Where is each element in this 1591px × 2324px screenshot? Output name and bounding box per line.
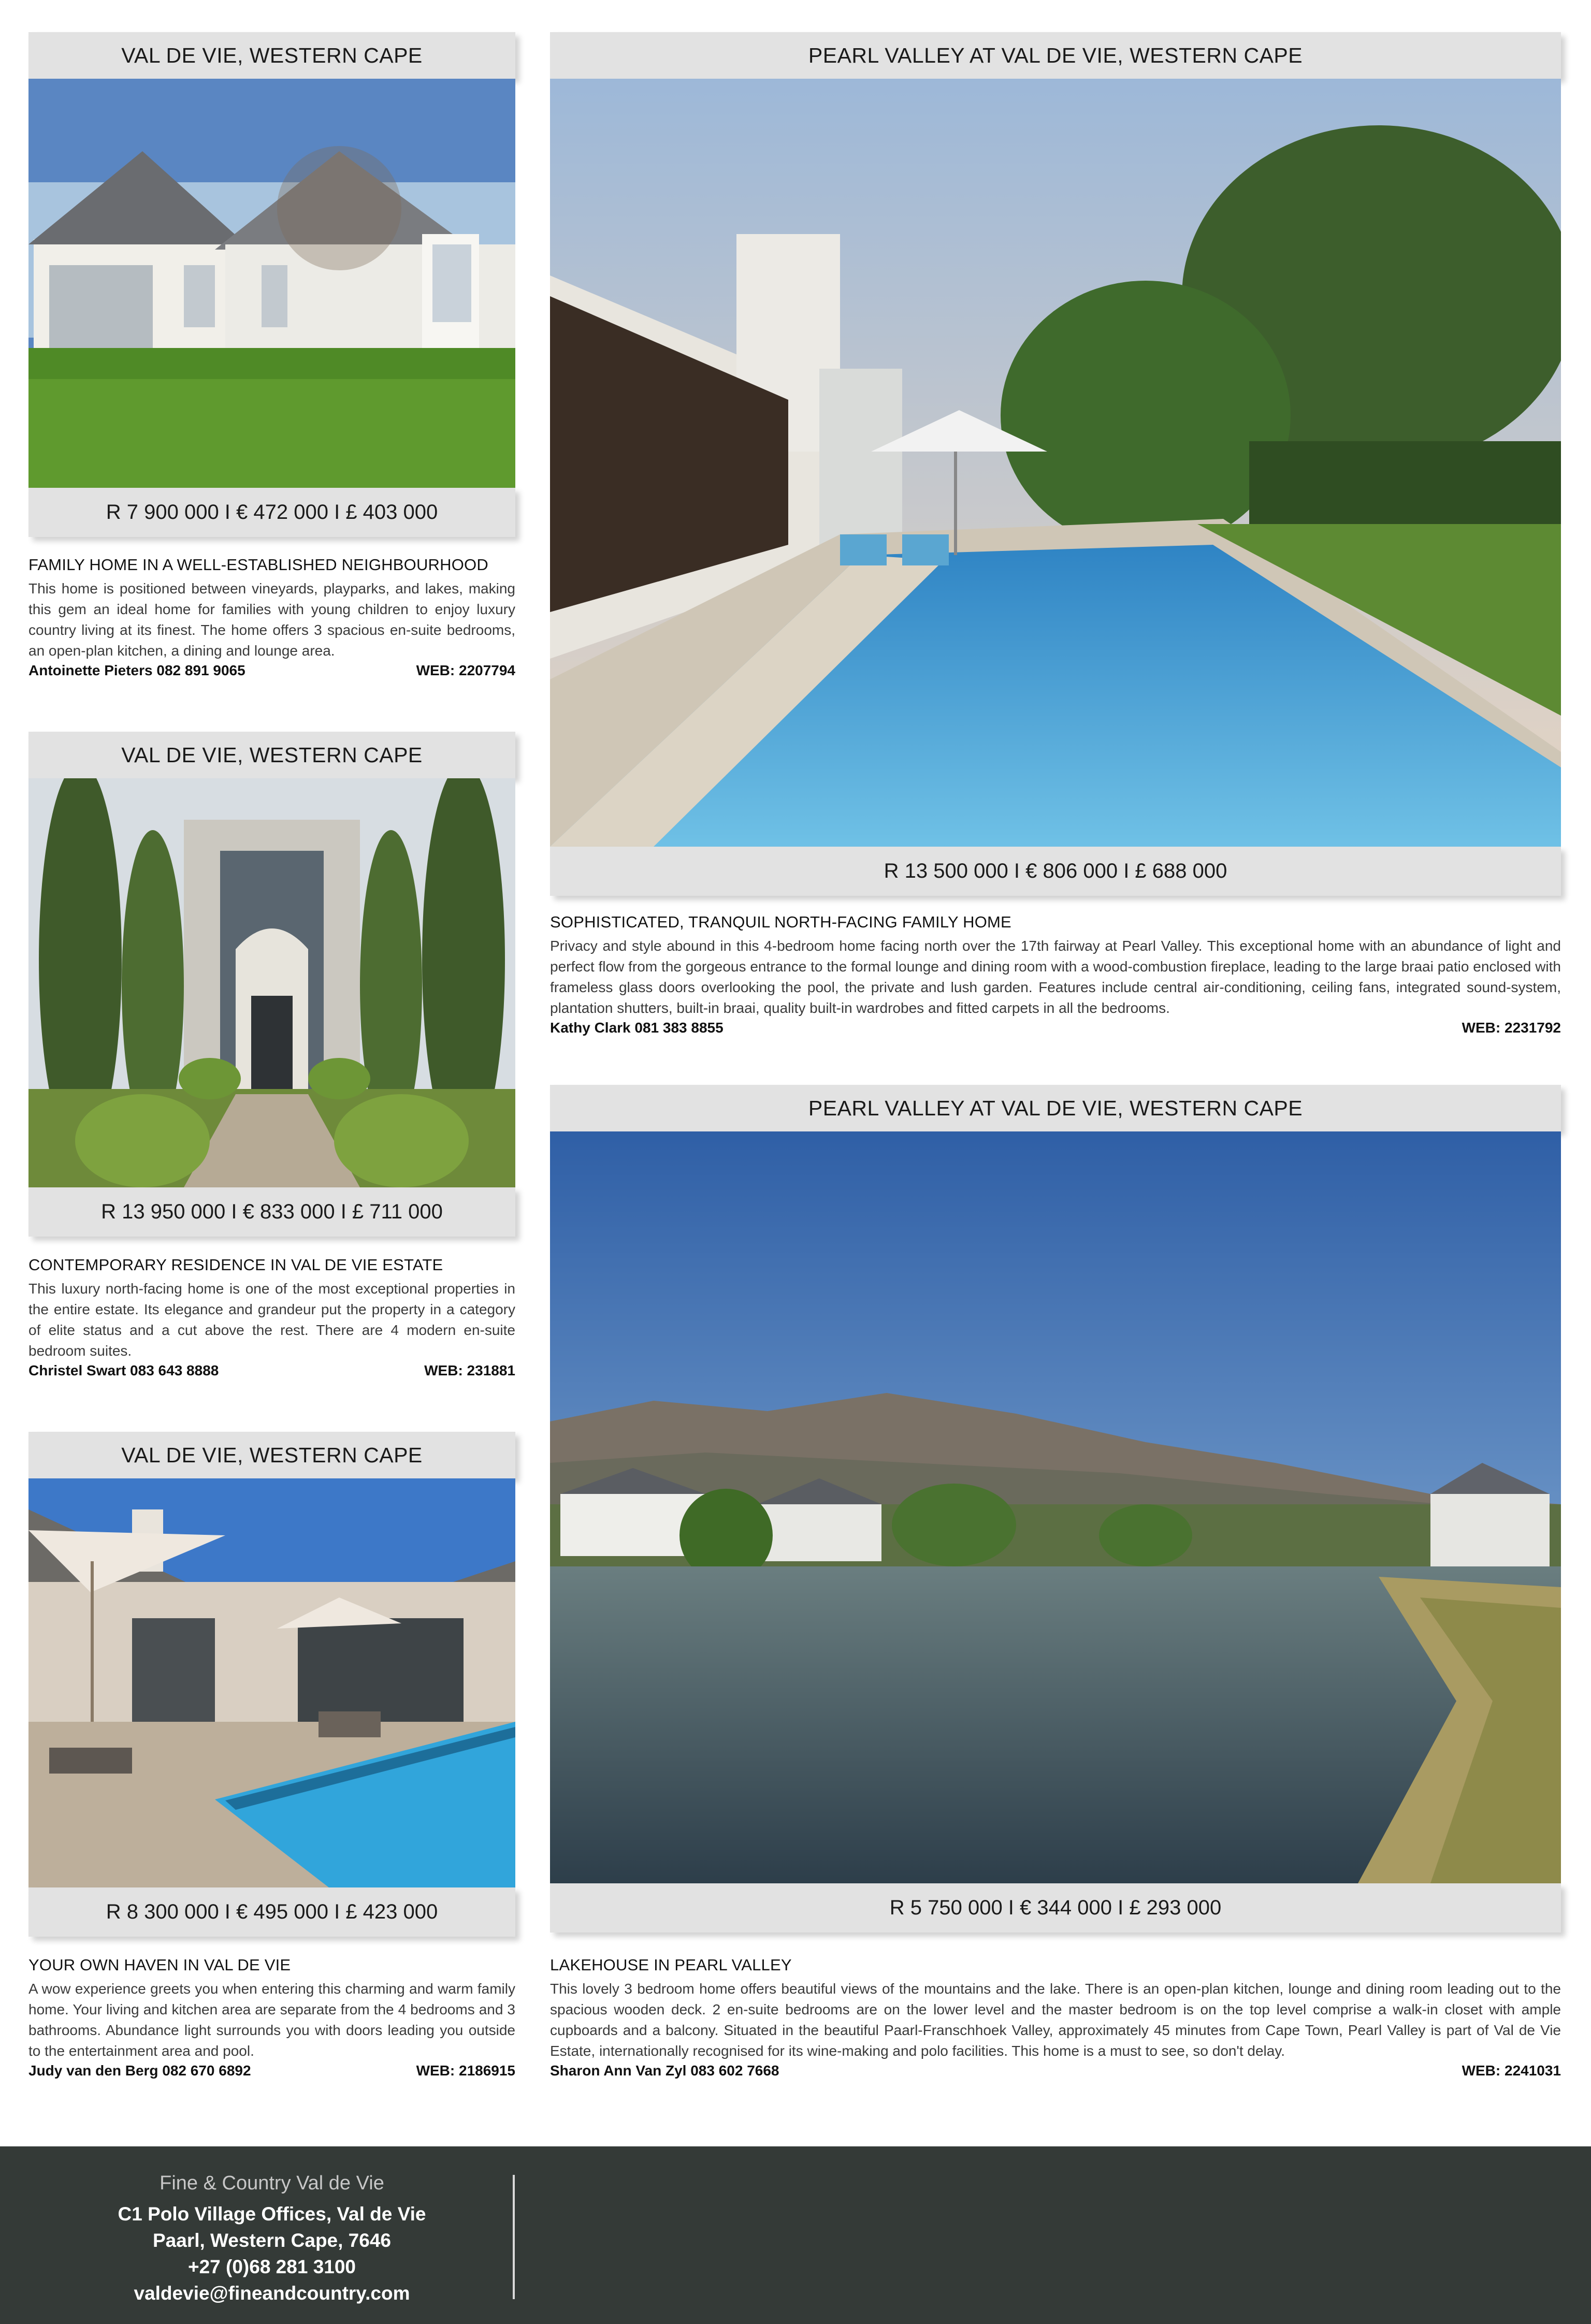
office-footer [0,2146,1591,2324]
listing-card[interactable] [550,32,1561,896]
web-reference[interactable]: WEB: 2207794 [416,662,515,678]
listing-photo[interactable] [550,79,1561,847]
listing-description: Privacy and style abound in this 4-bedroom home facing north over the 17th fairway at Pearl Valley. This exceptional home with an abundance of light and perfect flow from the gorgeous entrance to the formal lounge and dining room with a wood-combustion fireplace, leading to the large braai patio enclosed with frameless glass doors overlooking the pool, the private and lush garden. Features include central air-conditioning, ceiling fans, integrated sound-system, plantation shutters, built-in braai, quality built-in wardrobes and fitted carpets in all the bedrooms. [550,938,1561,1016]
listing-price: R 7 900 000 I € 472 000 I £ 403 000 [28,488,515,537]
listing-region: VAL DE VIE, WESTERN CAPE [28,732,515,778]
listing-title: YOUR OWN HAVEN IN VAL DE VIE [28,1956,291,1974]
web-reference[interactable]: WEB: 2186915 [416,2062,515,2079]
listing-price: R 8 300 000 I € 495 000 I £ 423 000 [28,1887,515,1937]
office-email[interactable]: valdevie@fineandcountry.com [134,2283,410,2304]
listing-card[interactable] [28,732,515,1237]
listing-description: This lovely 3 bedroom home offers beautiful views of the mountains and the lake. There is an open-plan kitchen, lounge and dining room leading out to the spacious wooden deck. 2 en-suite bedrooms are on the lower level and the master bedroom is on the top level comprise a walk-in closet with ample cupboards and a balcony. Situated in the beautiful Paarl-Franschhoek Valley, approximately 45 minutes from Cape Town, Pearl Valley is part of Val de Vie Estate, internationally recognised for its wine-making and polo facilities. This home is a must to see, so don't delay. [550,1981,1561,2059]
listing-description: This luxury north-facing home is one of the most exceptional properties in the entire estate. Its elegance and grandeur put the property in a category of elite status and a cut above the rest. There are 4 modern en-suite bedroom suites. [28,1281,515,1359]
listing-price: R 13 500 000 I € 806 000 I £ 688 000 [550,847,1561,896]
listing-region: VAL DE VIE, WESTERN CAPE [28,32,515,79]
listing-card[interactable] [28,1432,515,1937]
listing-description: A wow experience greets you when entering this charming and warm family home. Your living and kitchen area are separate from the 4 bedrooms and 3 bathrooms. Abundance light surrounds you with doors leading you outside to the entertainment area and pool. [28,1981,515,2059]
listing-title: LAKEHOUSE IN PEARL VALLEY [550,1956,792,1974]
listing-title: SOPHISTICATED, TRANQUIL NORTH-FACING FAMILY HOME [550,913,1011,931]
listing-title: FAMILY HOME IN A WELL-ESTABLISHED NEIGHBOURHOOD [28,556,488,574]
web-reference[interactable]: WEB: 2231792 [1462,1020,1561,1036]
listing-title: CONTEMPORARY RESIDENCE IN VAL DE VIE ESTATE [28,1256,443,1274]
listing-region: VAL DE VIE, WESTERN CAPE [28,1432,515,1478]
web-reference[interactable]: WEB: 2241031 [1462,2062,1561,2079]
listing-price: R 5 750 000 I € 344 000 I £ 293 000 [550,1883,1561,1933]
office-address-line1: C1 Polo Village Offices, Val de Vie [118,2203,426,2225]
listing-photo[interactable] [28,778,515,1187]
agent-contact[interactable]: Sharon Ann Van Zyl 083 602 7668 [550,2062,779,2079]
agent-contact[interactable]: Kathy Clark 081 383 8855 [550,1020,724,1036]
office-contact-block [31,2172,513,2306]
office-phone[interactable]: +27 (0)68 281 3100 [187,2256,356,2277]
listing-region: PEARL VALLEY AT VAL DE VIE, WESTERN CAPE [550,1085,1561,1131]
web-reference[interactable]: WEB: 231881 [424,1362,515,1378]
listing-details [28,556,515,679]
listing-details [550,913,1561,1036]
listing-photo[interactable] [550,1131,1561,1883]
listing-region: PEARL VALLEY AT VAL DE VIE, WESTERN CAPE [550,32,1561,79]
listing-details [550,1956,1561,2079]
agent-contact[interactable]: Christel Swart 083 643 8888 [28,1362,219,1378]
listing-details [28,1256,515,1379]
agent-contact[interactable]: Judy van den Berg 082 670 6892 [28,2062,251,2079]
office-name: Fine & Country Val de Vie [160,2172,384,2194]
office-address-line2: Paarl, Western Cape, 7646 [152,2230,391,2251]
listing-description: This home is positioned between vineyards, playparks, and lakes, making this gem an ideal home for families with young children to enjoy luxury country living at its finest. The home offers 3 spacious en-suite bedrooms, an open-plan kitchen, a dining and lounge area. [28,580,515,659]
listing-card[interactable] [550,1085,1561,1935]
agent-contact[interactable]: Antoinette Pieters 082 891 9065 [28,662,245,678]
listing-card[interactable] [28,32,515,537]
listing-photo[interactable] [28,1478,515,1887]
footer-divider [513,2175,515,2299]
listing-details [28,1956,515,2079]
listing-price: R 13 950 000 I € 833 000 I £ 711 000 [28,1187,515,1237]
listing-photo[interactable] [28,79,515,488]
